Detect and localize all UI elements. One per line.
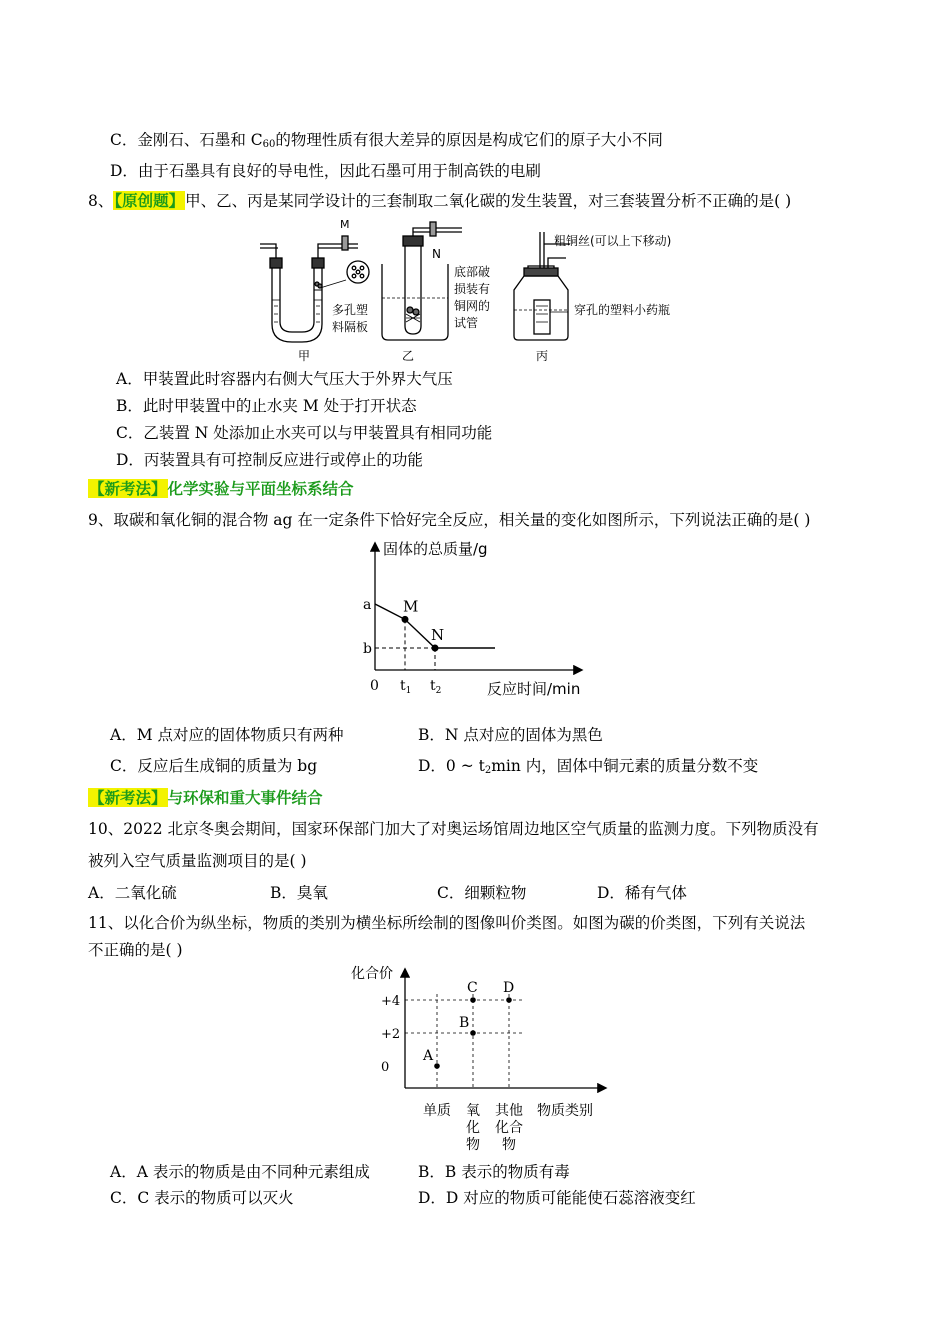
point-n [432,645,439,652]
plate-label-line2: 料隔板 [332,320,369,334]
q8-option-d: D．丙装置具有可控制反应进行或停止的功能 [116,451,423,469]
y-tick-label: +2 [381,1027,401,1042]
q11-valence-category-chart [345,958,615,1158]
category-label: 化合 [495,1120,523,1136]
point-b [470,1030,476,1036]
section-new-method-2: 【新考法】与环保和重大事件结合 [89,788,323,807]
tube-label-line2: 损装有 [454,282,491,296]
q7-option-d: D．由于石墨具有良好的导电性，因此石墨可用于制高铁的电刷 [110,162,541,180]
y-axis-label: 固体的总质量/g [383,540,488,558]
q10-option-d: D．稀有气体 [597,884,687,902]
q11-stem-line2: 不正确的是( ) [88,941,183,959]
q8-stem: 8、【原创题】甲、乙、丙是某同学设计的三套制取二氧化碳的发生装置，对三套装置分析不正确的是( ) [88,191,792,210]
q11-option-b: B．B 表示的物质有毒 [418,1163,570,1181]
q11-option-a: A．A 表示的物质是由不同种元素组成 [110,1163,370,1181]
plate-label-line1: 多孔塑 [332,303,369,317]
section-new-method-1: 【新考法】化学实验与平面坐标系结合 [89,479,354,498]
q8-option-c: C．乙装置 N 处添加止水夹可以与甲装置具有相同功能 [116,424,493,442]
q9-stem: 9、取碳和氧化铜的混合物 ag 在一定条件下恰好完全反应，相关量的变化如图所示，下列说法正确的是( ) [88,511,811,529]
point-d-label: D [503,980,515,996]
point-d [506,997,512,1003]
category-label: 其他 [495,1103,523,1119]
q10-stem-line1: 10、2022 北京冬奥会期间，国家环保部门加大了对奥运场馆周边地区空气质量的监测力度。下列物质没有 [88,820,819,838]
tube-label-line1: 底部破 [454,265,491,279]
q11-option-c: C．C 表示的物质可以灭火 [110,1189,294,1207]
q8-apparatus-figure [250,214,710,366]
point-c-label: C [467,980,478,996]
point-b-label: B [459,1015,470,1031]
category-label: 物 [466,1137,480,1153]
y-axis-label: 化合价 [351,966,393,982]
q8-option-a: A．甲装置此时容器内右侧大气压大于外界大气压 [116,370,453,388]
q9-option-a: A．M 点对应的固体物质只有两种 [110,726,344,744]
q7-option-c: C．金刚石、石墨和 $C_{60}$的物理性质有很大差异的原因是构成它们的原子大小不同 [110,131,663,150]
category-label: 物 [502,1137,516,1153]
label-yi: 乙 [402,349,415,363]
q9-option-c: C．反应后生成铜的质量为 bg [110,757,318,775]
q11-option-d: D．D 对应的物质可能能使石蕊溶液变红 [418,1189,696,1207]
y-tick-b: b [363,641,372,657]
point-n-label: N [431,626,445,644]
medicine-bottle-label: 穿孔的塑料小药瓶 [574,303,671,317]
point-n-label: N [432,247,441,261]
category-label: 氧 [466,1103,480,1119]
x-tick-t2: $t_2$ [430,678,442,696]
q10-option-b: B．臭氧 [270,884,328,902]
original-question-tag: 【原创题】 [114,191,185,210]
q10-option-c: C．细颗粒物 [437,884,527,902]
q11-stem-line1: 11、以化合价为纵坐标，物质的类别为横坐标所绘制的图像叫价类图。如图为碳的价类图，下列有关说法 [88,914,806,932]
label-bing: 丙 [536,349,549,363]
point-c [470,997,476,1003]
y-tick-a: a [363,597,372,613]
label-jia: 甲 [298,349,311,363]
y-tick-label: +4 [381,994,401,1009]
q9-option-b: B．N 点对应的固体为黑色 [418,726,603,744]
y-tick-label: 0 [381,1060,390,1075]
point-m-label: M [403,597,419,616]
x-axis-label: 物质类别 [537,1103,593,1119]
category-label: 单质 [423,1103,451,1119]
q9-option-d: D．0 ~ $t_2\min$ 内，固体中铜元素的质量分数不变 [418,757,759,776]
category-label: 化 [466,1120,480,1136]
q10-stem-line2: 被列入空气质量监测项目的是( ) [88,852,307,870]
x-tick-t1: $t_1$ [400,678,412,696]
point-m [402,616,409,623]
q9-mass-time-chart [355,540,595,700]
q8-option-b: B．此时甲装置中的止水夹 M 处于打开状态 [116,397,417,415]
point-a [434,1063,440,1069]
q10-option-a: A．二氧化硫 [88,884,177,902]
tube-label-line3: 铜网的 [454,299,491,313]
origin-label: 0 [370,678,379,694]
copper-wire-label: 粗铜丝(可以上下移动) [554,234,672,248]
tube-label-line4: 试管 [454,316,479,330]
x-axis-label: 反应时间/min [487,680,581,698]
clamp-m-label: M [340,218,350,231]
point-a-label: A [423,1048,434,1064]
